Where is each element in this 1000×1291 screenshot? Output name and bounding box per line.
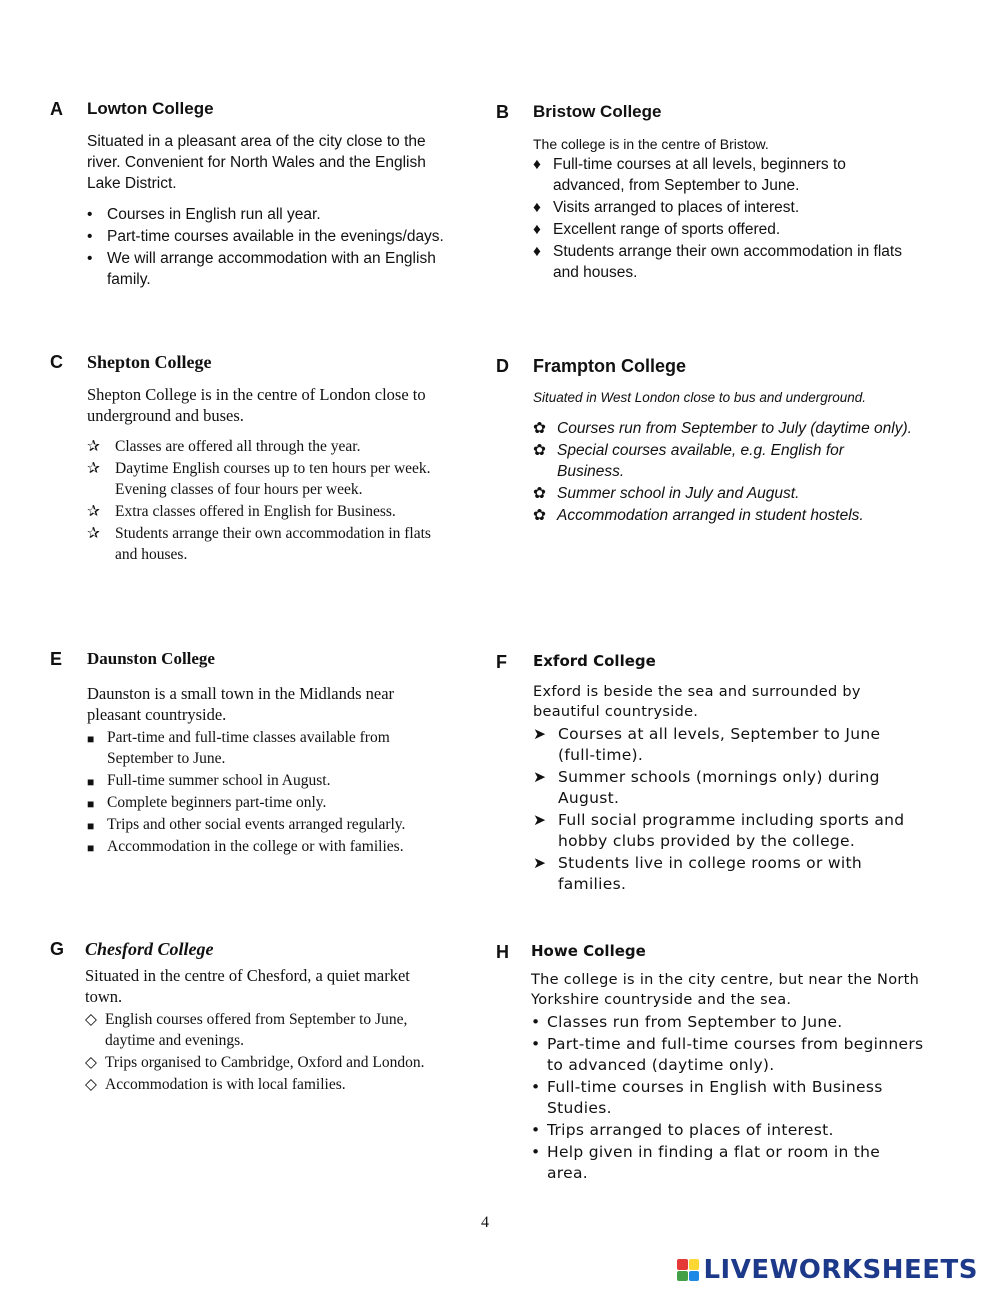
- diamond-bullet-icon: ♦: [533, 156, 541, 173]
- college-description: Situated in West London close to bus and underground.: [533, 390, 866, 405]
- list-item: • Classes run from September to June.: [531, 1013, 843, 1031]
- college-letter: F: [496, 652, 507, 672]
- arrow-bullet-icon: ➤: [533, 768, 547, 786]
- college-card-h: [496, 942, 926, 1185]
- star-bullet-icon: ✰: [87, 460, 100, 477]
- star-bullet-icon: ✰: [87, 438, 100, 455]
- diamond-bullet-icon: ♦: [533, 199, 541, 216]
- college-letter: B: [496, 102, 509, 122]
- bullet-icon: •: [87, 250, 93, 267]
- diamond-outline-bullet-icon: ◇: [85, 1076, 97, 1093]
- list-item: • Courses in English run all year.: [87, 206, 321, 223]
- list-item: ✰ Daytime English courses up to ten hours per week. Evening classes of four hours per week.: [87, 460, 431, 498]
- feature-list: [531, 1012, 926, 1184]
- college-description: Situated in the centre of Chesford, a quiet market town.: [85, 966, 410, 1006]
- diamond-outline-bullet-icon: ◇: [85, 1011, 97, 1028]
- list-item: • Part-time courses available in the evenings/days.: [87, 228, 444, 245]
- list-item: ✰ Classes are offered all through the year.: [87, 438, 361, 455]
- feature-list: [87, 727, 437, 857]
- college-card-g: [50, 939, 435, 1096]
- list-item: ✰ Students arrange their own accommodation in flats and houses.: [87, 525, 431, 563]
- bullet-icon: •: [531, 1013, 541, 1031]
- list-item: ✰ Extra classes offered in English for Business.: [87, 503, 396, 520]
- square-bullet-icon: ■: [87, 775, 95, 789]
- list-item: ➤ Courses at all levels, September to June (full-time).: [533, 725, 881, 764]
- square-bullet-icon: ■: [87, 841, 95, 855]
- star-bullet-icon: ✰: [87, 525, 100, 542]
- bullet-icon: •: [531, 1121, 541, 1139]
- flower-bullet-icon: ✿: [533, 442, 546, 459]
- college-letter: A: [50, 99, 63, 119]
- college-name: Howe College: [531, 942, 646, 960]
- star-bullet-icon: ✰: [87, 503, 100, 520]
- college-description: The college is in the city centre, but near the North Yorkshire countryside and the sea.: [531, 972, 920, 1008]
- college-name: Bristow College: [533, 102, 662, 121]
- list-item: ➤ Full social programme including sports and hobby clubs provided by the college.: [533, 811, 905, 850]
- list-item: ✿ Courses run from September to July (daytime only).: [533, 420, 912, 437]
- list-item: ✿ Summer school in July and August.: [533, 485, 800, 502]
- diamond-bullet-icon: ♦: [533, 221, 541, 238]
- college-card-b: [496, 102, 913, 284]
- list-item: • Part-time and full-time courses from beginners to advanced (daytime only).: [531, 1035, 924, 1074]
- bullet-icon: •: [87, 206, 93, 223]
- college-card-a: [50, 99, 457, 291]
- arrow-bullet-icon: ➤: [533, 854, 547, 872]
- square-bullet-icon: ■: [87, 819, 95, 833]
- liveworksheets-logo-icon: [677, 1259, 699, 1281]
- college-name: Chesford College: [85, 939, 214, 959]
- list-item: ➤ Students live in college rooms or with families.: [533, 854, 862, 893]
- diamond-bullet-icon: ♦: [533, 243, 541, 260]
- arrow-bullet-icon: ➤: [533, 811, 547, 829]
- list-item: ♦ Excellent range of sports offered.: [533, 221, 781, 238]
- feature-list: [533, 154, 913, 283]
- list-item: ✿ Special courses available, e.g. English for Business.: [533, 442, 844, 480]
- square-bullet-icon: ■: [87, 797, 95, 811]
- brand-name: LIVEWORKSHEETS: [703, 1255, 978, 1285]
- feature-list: [533, 418, 913, 526]
- list-item: ◇ English courses offered from September to June, daytime and evenings.: [85, 1011, 408, 1049]
- feature-list: [85, 1009, 435, 1095]
- list-item: • Full-time courses in English with Business Studies.: [531, 1078, 883, 1117]
- list-item: ■ Trips and other social events arranged regularly.: [87, 814, 437, 835]
- flower-bullet-icon: ✿: [533, 420, 546, 437]
- feature-list: [87, 204, 457, 290]
- page-number: 4: [481, 1214, 489, 1231]
- list-item: ◇ Trips organised to Cambridge, Oxford and London.: [85, 1054, 425, 1071]
- college-letter: E: [50, 649, 63, 669]
- list-item: ■ Part-time and full-time classes available from September to June.: [87, 729, 390, 767]
- list-item: ♦ Students arrange their own accommodation in flats and houses.: [533, 243, 902, 281]
- arrow-bullet-icon: ➤: [533, 725, 547, 743]
- college-description: The college is in the centre of Bristow.: [533, 136, 769, 152]
- college-description: Exford is beside the sea and surrounded by beautiful countryside.: [533, 684, 861, 720]
- list-item: ♦ Visits arranged to places of interest.: [533, 199, 800, 216]
- college-letter: C: [50, 352, 63, 372]
- list-item: • We will arrange accommodation with an English family.: [87, 250, 436, 288]
- college-card-c: [50, 352, 447, 566]
- square-bullet-icon: ■: [87, 732, 95, 746]
- list-item: • Help given in finding a flat or room in the area.: [531, 1143, 881, 1182]
- college-description: Daunston is a small town in the Midlands near pleasant countryside.: [87, 684, 395, 724]
- list-item: ➤ Summer schools (mornings only) during August.: [533, 768, 880, 807]
- list-item: • Trips arranged to places of interest.: [531, 1121, 834, 1139]
- liveworksheets-brand[interactable]: [677, 1255, 978, 1285]
- feature-list: [533, 724, 913, 895]
- list-item: ◇ Accommodation is with local families.: [85, 1076, 346, 1093]
- diamond-outline-bullet-icon: ◇: [85, 1054, 97, 1071]
- college-name: Lowton College: [87, 99, 214, 118]
- college-description: Shepton College is in the centre of London close to underground and buses.: [87, 385, 426, 425]
- college-letter: G: [50, 939, 65, 959]
- bullet-icon: •: [87, 228, 93, 245]
- flower-bullet-icon: ✿: [533, 485, 546, 502]
- list-item: ■ Complete beginners part-time only.: [87, 792, 437, 813]
- college-card-e: [50, 649, 437, 858]
- feature-list: [87, 436, 447, 565]
- list-item: ■ Full-time summer school in August.: [87, 770, 437, 791]
- college-name: Frampton College: [533, 356, 687, 376]
- college-letter: H: [496, 942, 509, 962]
- bullet-icon: •: [531, 1035, 541, 1053]
- college-description: Situated in a pleasant area of the city close to the river. Convenient for North Wales and the English Lake District.: [87, 133, 426, 192]
- list-item: ♦ Full-time courses at all levels, beginners to advanced, from September to June.: [533, 156, 846, 194]
- list-item: ■ Accommodation in the college or with families.: [87, 836, 437, 857]
- college-name: Daunston College: [87, 649, 215, 668]
- college-card-f: [496, 652, 913, 896]
- college-name: Exford College: [533, 652, 656, 670]
- bullet-icon: •: [531, 1078, 541, 1096]
- college-card-d: [496, 356, 913, 527]
- college-letter: D: [496, 356, 509, 376]
- flower-bullet-icon: ✿: [533, 507, 546, 524]
- list-item: ✿ Accommodation arranged in student hostels.: [533, 507, 864, 524]
- bullet-icon: •: [531, 1143, 541, 1161]
- college-name: Shepton College: [87, 352, 212, 372]
